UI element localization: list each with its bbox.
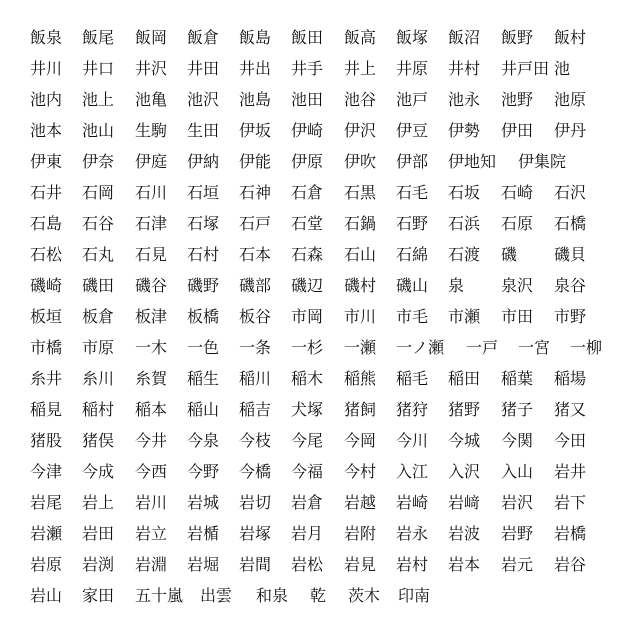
surname-cell: 伊奈 (82, 152, 115, 171)
name-row (30, 301, 630, 332)
surname-cell: 岩原 (30, 555, 63, 574)
surname-cell: 磯村 (344, 276, 377, 295)
surname-cell: 飯島 (239, 28, 272, 47)
surname-cell: 池本 (30, 121, 63, 140)
surname-cell: 岩間 (239, 555, 272, 574)
surname-cell: 石鍋 (344, 214, 377, 233)
surname-cell: 稲熊 (344, 369, 377, 388)
name-row (30, 177, 630, 208)
surname-cell: 乾 (310, 586, 327, 605)
name-row (30, 239, 630, 270)
surname-cell: 石森 (291, 245, 324, 264)
name-row (30, 518, 630, 549)
surname-cell: 井上 (344, 59, 377, 78)
surname-cell: 稲見 (30, 400, 63, 419)
surname-cell: 池谷 (344, 90, 377, 109)
surname-cell: 石垣 (187, 183, 220, 202)
surname-cell: 一柳 (570, 338, 603, 357)
surname-cell: 岩見 (344, 555, 377, 574)
surname-cell: 市岡 (291, 307, 324, 326)
surname-cell: 池野 (501, 90, 534, 109)
surname-cell: 井沢 (135, 59, 168, 78)
surname-cell: 石渡 (448, 245, 481, 264)
surname-cell: 石村 (187, 245, 220, 264)
surname-cell: 飯倉 (187, 28, 220, 47)
surname-cell: 稲葉 (501, 369, 534, 388)
surname-cell: 市原 (82, 338, 115, 357)
surname-cell: 糸川 (82, 369, 115, 388)
surname-cell: 岩川 (135, 493, 168, 512)
surname-cell: 岩本 (448, 555, 481, 574)
surname-cell: 生田 (187, 121, 220, 140)
surname-cell: 糸井 (30, 369, 63, 388)
surname-cell: 稲川 (239, 369, 272, 388)
surname-cell: 磯野 (187, 276, 220, 295)
surname-cell: 岩瀬 (30, 524, 63, 543)
surname-cell: 岩月 (291, 524, 324, 543)
surname-cell: 伊能 (239, 152, 272, 171)
surname-cell: 石谷 (82, 214, 115, 233)
surname-cell: 稲毛 (396, 369, 429, 388)
surname-cell: 石井 (30, 183, 63, 202)
surname-cell: 磯 (501, 245, 518, 264)
surname-cell: 飯尾 (82, 28, 115, 47)
surname-cell: 岩下 (554, 493, 587, 512)
surname-cell: 磯辺 (291, 276, 324, 295)
surname-cell: 岩切 (239, 493, 272, 512)
surname-cell: 印南 (398, 586, 431, 605)
surname-cell: 一瀬 (344, 338, 377, 357)
surname-cell: 石山 (344, 245, 377, 264)
surname-cell: 飯田 (291, 28, 324, 47)
surname-cell: 飯塚 (396, 28, 429, 47)
surname-cell: 伊東 (30, 152, 63, 171)
surname-cell: 石松 (30, 245, 63, 264)
surname-cell: 伊地知 (448, 152, 497, 171)
surname-cell: 池山 (82, 121, 115, 140)
surname-cell: 伊部 (396, 152, 429, 171)
surname-cell: 岩堀 (187, 555, 220, 574)
surname-cell: 井手 (291, 59, 324, 78)
surname-cell: 市田 (501, 307, 534, 326)
surname-cell: 岩松 (291, 555, 324, 574)
surname-cell: 猪野 (448, 400, 481, 419)
surname-cell: 一木 (135, 338, 168, 357)
surname-cell: 一色 (187, 338, 220, 357)
surname-cell: 石浜 (448, 214, 481, 233)
surname-cell: 石津 (135, 214, 168, 233)
name-row (30, 146, 630, 177)
surname-cell: 飯高 (344, 28, 377, 47)
surname-cell: 岩沢 (501, 493, 534, 512)
surname-cell: 池亀 (135, 90, 168, 109)
surname-cell: 池 (554, 59, 571, 78)
surname-cell: 石戸 (239, 214, 272, 233)
surname-cell: 伊坂 (239, 121, 272, 140)
surname-cell: 石本 (239, 245, 272, 264)
surname-cell: 稲木 (291, 369, 324, 388)
surname-cell: 岩楯 (187, 524, 220, 543)
surname-cell: 井川 (30, 59, 63, 78)
surname-cell: 磯田 (82, 276, 115, 295)
surname-cell: 今井 (135, 431, 168, 450)
surname-cell: 岩立 (135, 524, 168, 543)
surname-cell: 池沢 (187, 90, 220, 109)
name-row (30, 84, 630, 115)
surname-cell: 伊納 (187, 152, 220, 171)
surname-cell: 石丸 (82, 245, 115, 264)
surname-cell: 岩井 (554, 462, 587, 481)
surname-cell: 伊原 (291, 152, 324, 171)
surname-cell: 磯崎 (30, 276, 63, 295)
surname-cell: 岩元 (501, 555, 534, 574)
surname-cell: 今福 (291, 462, 324, 481)
name-row (30, 425, 630, 456)
surname-cell: 今成 (82, 462, 115, 481)
surname-cell: 石沢 (554, 183, 587, 202)
name-row (30, 332, 630, 363)
surname-cell: 泉谷 (554, 276, 587, 295)
surname-cell: 飯岡 (135, 28, 168, 47)
surname-cell: 生駒 (135, 121, 168, 140)
surname-cell: 今枝 (239, 431, 272, 450)
surname-cell: 石橋 (554, 214, 587, 233)
surname-cell: 磯貝 (554, 245, 587, 264)
surname-cell: 今岡 (344, 431, 377, 450)
surname-cell: 一杉 (291, 338, 324, 357)
surname-cell: 稲村 (82, 400, 115, 419)
surname-cell: 井出 (239, 59, 272, 78)
surname-cell: 糸賀 (135, 369, 168, 388)
surname-cell: 泉 (448, 276, 465, 295)
surname-cell: 猪俣 (82, 431, 115, 450)
surname-cell: 池内 (30, 90, 63, 109)
surname-cell: 猪狩 (396, 400, 429, 419)
name-row (30, 53, 630, 84)
surname-cell: 岩越 (344, 493, 377, 512)
surname-cell: 岩﨑 (448, 493, 481, 512)
surname-cell: 伊丹 (554, 121, 587, 140)
surname-cell: 井村 (448, 59, 481, 78)
surname-cell: 稲本 (135, 400, 168, 419)
name-row (30, 208, 630, 239)
surname-cell: 板橋 (187, 307, 220, 326)
surname-cell: 岩谷 (554, 555, 587, 574)
surname-cell: 池永 (448, 90, 481, 109)
surname-cell: 石野 (396, 214, 429, 233)
surname-cell: 石神 (239, 183, 272, 202)
surname-cell: 市野 (554, 307, 587, 326)
surname-cell: 稲生 (187, 369, 220, 388)
surname-cell: 池田 (291, 90, 324, 109)
surname-cell: 飯泉 (30, 28, 63, 47)
surname-cell: 飯沼 (448, 28, 481, 47)
surname-cell: 伊集院 (518, 152, 567, 171)
surname-cell: 石毛 (396, 183, 429, 202)
surname-cell: 入江 (396, 462, 429, 481)
surname-cell: 今田 (554, 431, 587, 450)
surname-cell: 岩城 (187, 493, 220, 512)
surname-cell: 岩上 (82, 493, 115, 512)
surname-cell: 今村 (344, 462, 377, 481)
surname-cell: 家田 (82, 586, 115, 605)
surname-cell: 伊沢 (344, 121, 377, 140)
surname-cell: 岩波 (448, 524, 481, 543)
surname-cell: 岩野 (501, 524, 534, 543)
surname-cell: 岩尾 (30, 493, 63, 512)
surname-cell: 伊庭 (135, 152, 168, 171)
surname-cell: 石塚 (187, 214, 220, 233)
name-row (30, 270, 630, 301)
surname-cell: 伊豆 (396, 121, 429, 140)
surname-cell: 石島 (30, 214, 63, 233)
surname-cell: 井田 (187, 59, 220, 78)
surname-cell: 磯谷 (135, 276, 168, 295)
surname-cell: 稲場 (554, 369, 587, 388)
surname-grid (30, 22, 630, 622)
name-row (30, 22, 630, 53)
surname-cell: 泉沢 (501, 276, 534, 295)
surname-cell: 茨木 (348, 586, 381, 605)
name-row (30, 456, 630, 487)
surname-cell: 伊田 (501, 121, 534, 140)
surname-cell: 今津 (30, 462, 63, 481)
surname-cell: 岩村 (396, 555, 429, 574)
surname-cell: 石坂 (448, 183, 481, 202)
surname-cell: 岩田 (82, 524, 115, 543)
surname-cell: 井原 (396, 59, 429, 78)
surname-cell: 今野 (187, 462, 220, 481)
surname-cell: 岩永 (396, 524, 429, 543)
surname-cell: 今橋 (239, 462, 272, 481)
surname-cell: 伊吹 (344, 152, 377, 171)
surname-cell: 入沢 (448, 462, 481, 481)
surname-cell: 伊崎 (291, 121, 324, 140)
surname-cell: 犬塚 (291, 400, 324, 419)
surname-cell: 市瀬 (448, 307, 481, 326)
surname-cell: 市川 (344, 307, 377, 326)
surname-cell: 岩倉 (291, 493, 324, 512)
surname-cell: 岩塚 (239, 524, 272, 543)
surname-cell: 岩附 (344, 524, 377, 543)
surname-cell: 石原 (501, 214, 534, 233)
name-row (30, 549, 630, 580)
surname-cell: 板谷 (239, 307, 272, 326)
surname-cell: 伊勢 (448, 121, 481, 140)
surname-cell: 一条 (239, 338, 272, 357)
name-row (30, 115, 630, 146)
surname-cell: 磯部 (239, 276, 272, 295)
surname-cell: 岩崎 (396, 493, 429, 512)
surname-cell: 猪子 (501, 400, 534, 419)
surname-cell: 猪又 (554, 400, 587, 419)
surname-cell: 猪飼 (344, 400, 377, 419)
surname-cell: 石岡 (82, 183, 115, 202)
name-row (30, 580, 630, 611)
surname-cell: 稲田 (448, 369, 481, 388)
surname-cell: 今関 (501, 431, 534, 450)
surname-cell: 石黒 (344, 183, 377, 202)
surname-cell: 井戸田 (501, 59, 550, 78)
surname-cell: 和泉 (256, 586, 289, 605)
surname-cell: 石見 (135, 245, 168, 264)
surname-cell: 池上 (82, 90, 115, 109)
surname-cell: 石崎 (501, 183, 534, 202)
surname-cell: 飯村 (554, 28, 587, 47)
surname-cell: 岩渕 (82, 555, 115, 574)
surname-cell: 一戸 (466, 338, 499, 357)
surname-cell: 池島 (239, 90, 272, 109)
surname-cell: 岩淵 (135, 555, 168, 574)
surname-cell: 今城 (448, 431, 481, 450)
surname-cell: 板津 (135, 307, 168, 326)
name-row (30, 363, 630, 394)
surname-cell: 池原 (554, 90, 587, 109)
surname-cell: 五十嵐 (135, 586, 184, 605)
surname-cell: 岩山 (30, 586, 63, 605)
surname-cell: 石倉 (291, 183, 324, 202)
surname-cell: 石綿 (396, 245, 429, 264)
surname-cell: 石堂 (291, 214, 324, 233)
surname-cell: 今泉 (187, 431, 220, 450)
surname-cell: 板倉 (82, 307, 115, 326)
surname-cell: 一宮 (518, 338, 551, 357)
surname-cell: 板垣 (30, 307, 63, 326)
surname-cell: 井口 (82, 59, 115, 78)
surname-cell: 猪股 (30, 431, 63, 450)
surname-cell: 一ノ瀬 (396, 338, 445, 357)
surname-cell: 市毛 (396, 307, 429, 326)
surname-cell: 今川 (396, 431, 429, 450)
surname-cell: 入山 (501, 462, 534, 481)
surname-cell: 稲吉 (239, 400, 272, 419)
name-row (30, 394, 630, 425)
name-row (30, 487, 630, 518)
surname-cell: 石川 (135, 183, 168, 202)
surname-cell: 今尾 (291, 431, 324, 450)
surname-cell: 出雲 (200, 586, 233, 605)
surname-cell: 飯野 (501, 28, 534, 47)
surname-cell: 今西 (135, 462, 168, 481)
surname-cell: 磯山 (396, 276, 429, 295)
surname-cell: 池戸 (396, 90, 429, 109)
surname-cell: 稲山 (187, 400, 220, 419)
surname-cell: 岩橋 (554, 524, 587, 543)
surname-cell: 市橋 (30, 338, 63, 357)
